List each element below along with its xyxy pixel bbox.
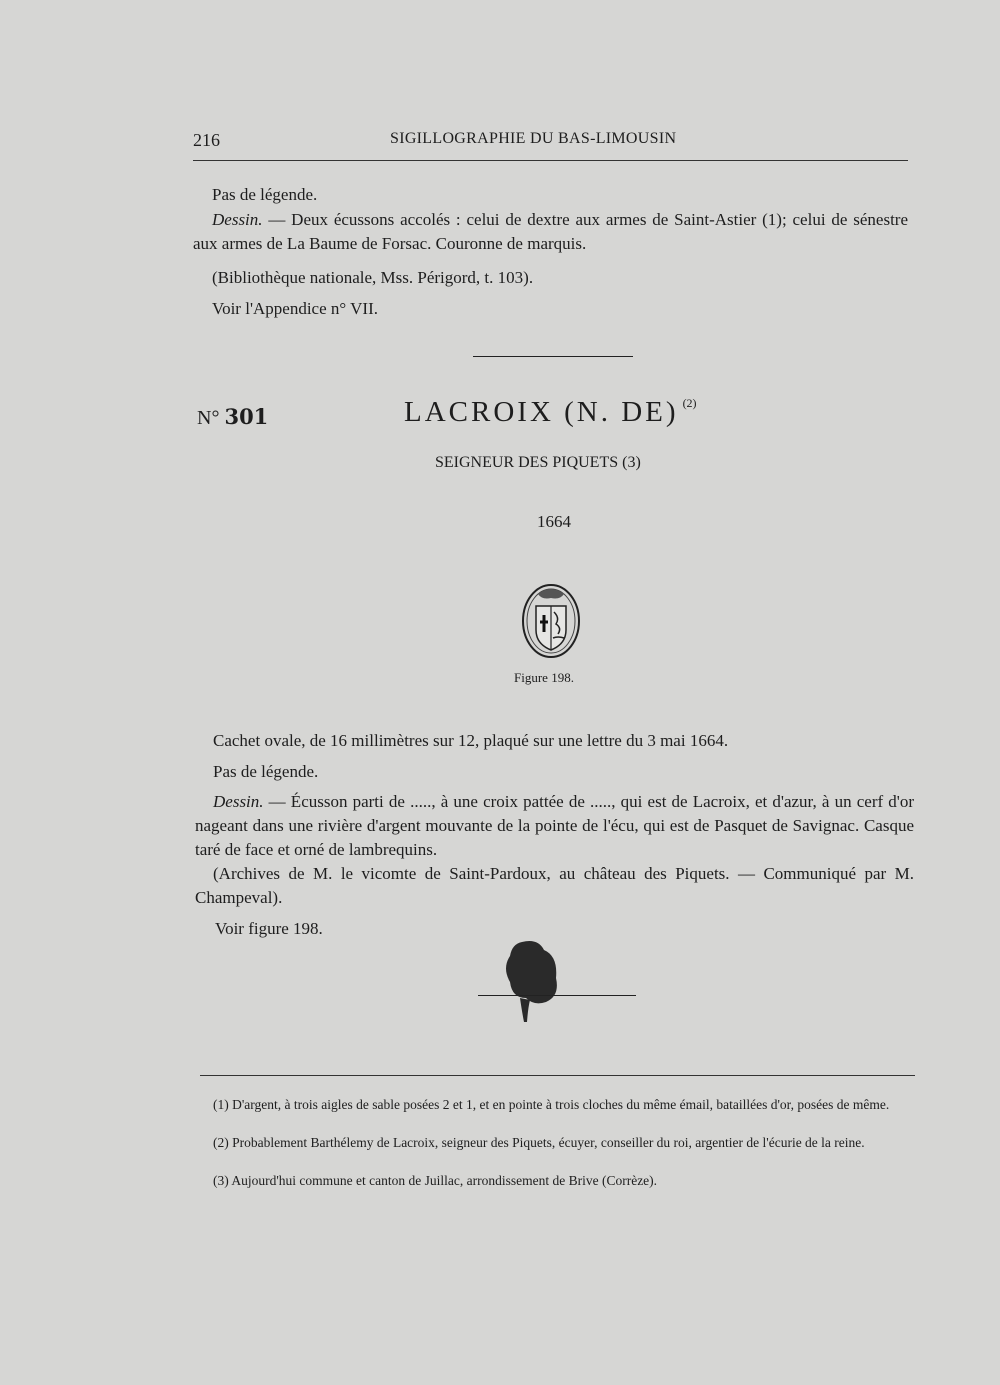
- header-rule: [193, 160, 908, 161]
- section-separator: [473, 356, 633, 357]
- cachet-description: Cachet ovale, de 16 millimètres sur 12, plaqué sur une lettre du 3 mai 1664.: [213, 731, 729, 750]
- footnote-1: (1) D'argent, à trois aigles de sable posées 2 et 1, et en pointe à trois cloches du même émail, bataillées d'or, posées de même.: [213, 1097, 890, 1112]
- dessin-body-text: — Écusson parti de ....., à une croix pattée de ....., qui est de Lacroix, et d'azur, à un cerf d'or nageant dans une rivière d'argent mouvante de la pointe de l'écu, qui est de Pasquet de Savignac. Casque taré de face et orné de lambrequins.: [195, 792, 914, 859]
- footnote-rule: [200, 1075, 915, 1076]
- entry-subtitle: SEIGNEUR DES PIQUETS (3): [435, 454, 641, 471]
- archives-paragraph: (Archives de M. le vicomte de Saint-Pardoux, au château des Piquets. — Communiqué par M. Champeval).: [195, 864, 914, 907]
- source-line: (Bibliothèque nationale, Mss. Périgord, t. 103).: [212, 268, 534, 287]
- dessin-body-label: Dessin.: [213, 792, 264, 811]
- figure-caption: Figure 198.: [514, 670, 574, 685]
- ink-blot: [500, 938, 560, 1026]
- page-number: 216: [193, 130, 220, 150]
- dessin-body-paragraph: [195, 790, 914, 862]
- legend-line: Pas de légende.: [213, 762, 319, 781]
- dessin-text: — Deux écussons accolés : celui de dextre aux armes de Saint-Astier (1); celui de sénestre aux armes de La Baume de Forsac. Couronne de marquis.: [193, 210, 908, 253]
- entry-number-value: 301: [224, 404, 269, 429]
- end-separator: [478, 995, 636, 996]
- footnote-2: (2) Probablement Barthélemy de Lacroix, seigneur des Piquets, écuyer, conseiller du roi, argentier de l'écurie de la reine.: [213, 1135, 865, 1150]
- entry-title: [404, 396, 697, 429]
- appendix-reference: Voir l'Appendice n° VII.: [212, 299, 378, 318]
- dessin-paragraph: [193, 208, 908, 256]
- entry-year: 1664: [537, 512, 571, 531]
- dessin-label: Dessin.: [212, 210, 263, 229]
- entry-number-prefix: N°: [197, 407, 220, 429]
- no-legend-line: Pas de légende.: [212, 185, 318, 204]
- footnote-3: (3) Aujourd'hui commune et canton de Juillac, arrondissement de Brive (Corrèze).: [213, 1173, 658, 1188]
- entry-number: [197, 404, 268, 430]
- seal-figure: [520, 582, 582, 660]
- entry-title-text: LACROIX (N. DE): [404, 396, 679, 428]
- entry-title-note: (2): [682, 396, 697, 410]
- figure-reference: Voir figure 198.: [215, 919, 323, 938]
- running-title: SIGILLOGRAPHIE DU BAS-LIMOUSIN: [390, 130, 677, 147]
